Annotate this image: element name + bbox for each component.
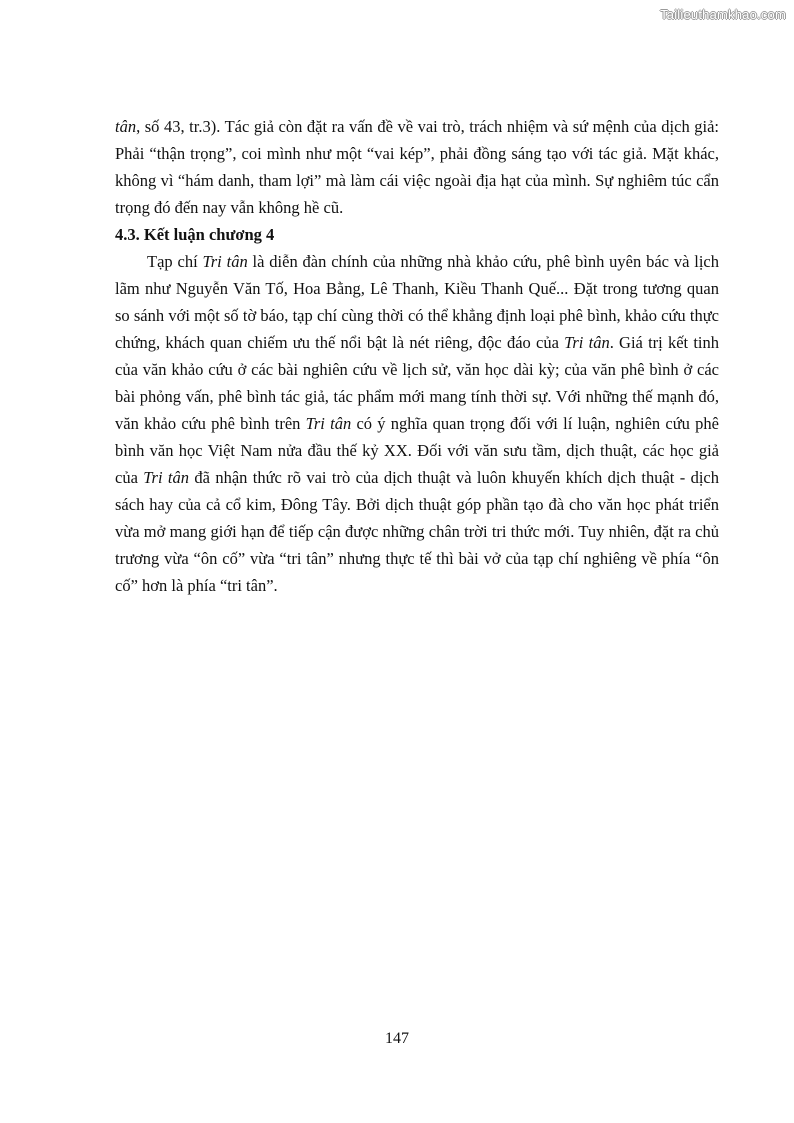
document-body: [115, 113, 719, 599]
watermark-text: Tailieuthamkhao.com: [660, 7, 786, 22]
paragraph-2-part-1: Tri tân: [202, 252, 248, 271]
paragraph-2-part-3: Tri tân: [564, 333, 610, 352]
page-number: 147: [385, 1030, 409, 1047]
paragraph-2-part-6: có ý nghĩa quan trọng đối với lí luận, nghiên cứu phê bình văn học Việt Nam nửa đầu thế kỷ XX. Đối với văn sưu tầm, dịch thuật, các học giả của: [115, 414, 719, 487]
paragraph-2-part-5: Tri tân: [305, 414, 352, 433]
paragraph-2-part-2: là diễn đàn chính của những nhà khảo cứu, phê bình uyên bác và lịch lãm như Nguyễn Văn Tố, Hoa Bằng, Lê Thanh, Kiều Thanh Quế... Đặt trong tương quan so sánh với một số tờ báo, tạp chí cùng thời có thể khẳng định loại phê bình, khảo cứu thực chứng, khách quan chiếm ưu thế nổi bật là nét riêng, độc đáo của: [115, 252, 719, 352]
paragraph-1-part-1: , số 43, tr.3). Tác giả còn đặt ra vấn đề về vai trò, trách nhiệm và sứ mệnh của dịch giả: Phải “thận trọng”, coi mình như một “vai kép”, phải đồng sáng tạo với tác giả. Mặt khác, không vì “hám danh, tham lợi” mà làm cái việc ngoài địa hạt của mình. Sự nghiêm túc cẩn trọng đó đến nay vẫn không hề cũ.: [115, 117, 719, 217]
paragraph-2-part-0: Tạp chí: [147, 252, 203, 271]
paragraph-2-part-7: Tri tân: [143, 468, 190, 487]
paragraph-1-part-0: tân: [115, 117, 137, 136]
paragraph-conclusion: [115, 248, 719, 599]
paragraph-continuation: [115, 113, 719, 221]
section-heading: 4.3. Kết luận chương 4: [115, 225, 275, 244]
paragraph-2-part-8: đã nhận thức rõ vai trò của dịch thuật và luôn khuyến khích dịch thuật - dịch sách hay của cả cổ kim, Đông Tây. Bởi dịch thuật góp phần tạo đà cho văn học phát triển vừa mở mang giới hạn để tiếp cận được những chân trời tri thức mới. Tuy nhiên, đặt ra chủ trương vừa “ôn cố” vừa “tri tân” nhưng thực tế thì bài vở của tạp chí nghiêng về phía “ôn cố” hơn là phía “tri tân”.: [115, 468, 720, 595]
paragraph-2-part-4: . Giá trị kết tinh của văn khảo cứu ở các bài nghiên cứu về lịch sử, văn học dài kỳ; của văn phê bình ở các bài phỏng vấn, phê bình tác giả, tác phẩm mới mang tính thời sự. Với những thế mạnh đó, văn khảo cứu phê bình trên: [115, 333, 719, 433]
